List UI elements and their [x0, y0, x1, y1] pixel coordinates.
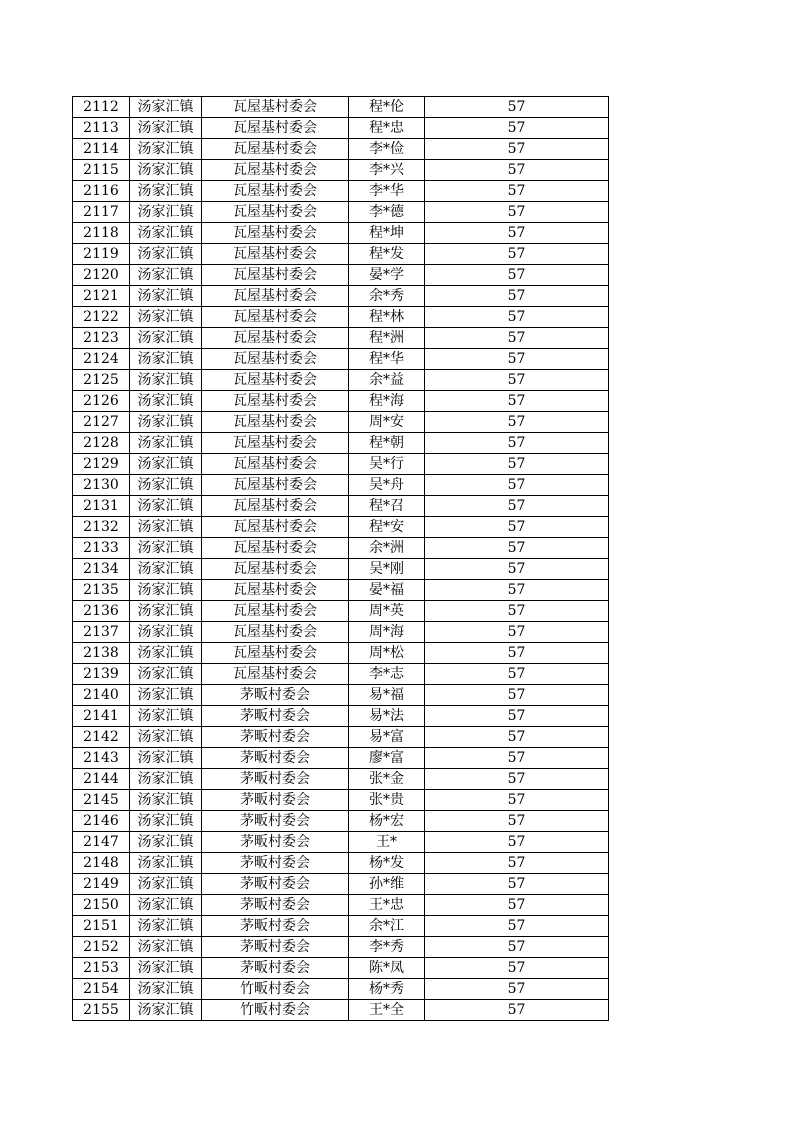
- amount-cell: 57: [425, 958, 609, 979]
- name-cell: 周*松: [349, 643, 425, 664]
- village-committee-cell: 瓦屋基村委会: [202, 580, 349, 601]
- table-row: [73, 118, 609, 139]
- amount-cell: 57: [425, 202, 609, 223]
- amount-cell: 57: [425, 328, 609, 349]
- table-row: [73, 580, 609, 601]
- table-row: [73, 244, 609, 265]
- name-cell: 周*安: [349, 412, 425, 433]
- name-cell: 吴*刚: [349, 559, 425, 580]
- table-row: [73, 349, 609, 370]
- name-cell: 程*忠: [349, 118, 425, 139]
- village-committee-cell: 瓦屋基村委会: [202, 412, 349, 433]
- amount-cell: 57: [425, 559, 609, 580]
- village-committee-cell: 茅畈村委会: [202, 811, 349, 832]
- name-cell: 程*安: [349, 517, 425, 538]
- table-row: [73, 811, 609, 832]
- table-row: [73, 496, 609, 517]
- name-cell: 王*: [349, 832, 425, 853]
- table-row: [73, 307, 609, 328]
- town-cell: 汤家汇镇: [130, 202, 202, 223]
- name-cell: 李*德: [349, 202, 425, 223]
- name-cell: 周*英: [349, 601, 425, 622]
- town-cell: 汤家汇镇: [130, 433, 202, 454]
- name-cell: 周*海: [349, 622, 425, 643]
- amount-cell: 57: [425, 853, 609, 874]
- village-committee-cell: 瓦屋基村委会: [202, 475, 349, 496]
- village-committee-cell: 茅畈村委会: [202, 769, 349, 790]
- amount-cell: 57: [425, 916, 609, 937]
- name-cell: 晏*学: [349, 265, 425, 286]
- table-row: [73, 601, 609, 622]
- village-committee-cell: 瓦屋基村委会: [202, 601, 349, 622]
- town-cell: 汤家汇镇: [130, 958, 202, 979]
- name-cell: 杨*发: [349, 853, 425, 874]
- amount-cell: 57: [425, 307, 609, 328]
- town-cell: 汤家汇镇: [130, 727, 202, 748]
- town-cell: 汤家汇镇: [130, 370, 202, 391]
- village-committee-cell: 瓦屋基村委会: [202, 664, 349, 685]
- row-number-cell: 2149: [73, 874, 130, 895]
- amount-cell: 57: [425, 496, 609, 517]
- village-committee-cell: 瓦屋基村委会: [202, 139, 349, 160]
- village-committee-cell: 瓦屋基村委会: [202, 391, 349, 412]
- table-row: [73, 874, 609, 895]
- amount-cell: 57: [425, 244, 609, 265]
- town-cell: 汤家汇镇: [130, 706, 202, 727]
- name-cell: 杨*秀: [349, 979, 425, 1000]
- name-cell: 李*志: [349, 664, 425, 685]
- row-number-cell: 2128: [73, 433, 130, 454]
- amount-cell: 57: [425, 622, 609, 643]
- village-committee-cell: 瓦屋基村委会: [202, 265, 349, 286]
- village-committee-cell: 瓦屋基村委会: [202, 349, 349, 370]
- village-committee-cell: 茅畈村委会: [202, 916, 349, 937]
- town-cell: 汤家汇镇: [130, 517, 202, 538]
- table-row: [73, 748, 609, 769]
- village-committee-cell: 瓦屋基村委会: [202, 307, 349, 328]
- town-cell: 汤家汇镇: [130, 97, 202, 118]
- table-row: [73, 412, 609, 433]
- name-cell: 吴*舟: [349, 475, 425, 496]
- town-cell: 汤家汇镇: [130, 286, 202, 307]
- town-cell: 汤家汇镇: [130, 391, 202, 412]
- row-number-cell: 2135: [73, 580, 130, 601]
- name-cell: 程*洲: [349, 328, 425, 349]
- name-cell: 晏*福: [349, 580, 425, 601]
- row-number-cell: 2134: [73, 559, 130, 580]
- amount-cell: 57: [425, 727, 609, 748]
- town-cell: 汤家汇镇: [130, 853, 202, 874]
- table-row: [73, 517, 609, 538]
- amount-cell: 57: [425, 370, 609, 391]
- amount-cell: 57: [425, 97, 609, 118]
- name-cell: 陈*凤: [349, 958, 425, 979]
- table-row: [73, 664, 609, 685]
- row-number-cell: 2112: [73, 97, 130, 118]
- amount-cell: 57: [425, 538, 609, 559]
- town-cell: 汤家汇镇: [130, 979, 202, 1000]
- village-committee-cell: 茅畈村委会: [202, 706, 349, 727]
- row-number-cell: 2150: [73, 895, 130, 916]
- row-number-cell: 2131: [73, 496, 130, 517]
- name-cell: 易*福: [349, 685, 425, 706]
- row-number-cell: 2141: [73, 706, 130, 727]
- table-row: [73, 727, 609, 748]
- row-number-cell: 2124: [73, 349, 130, 370]
- amount-cell: 57: [425, 664, 609, 685]
- village-committee-cell: 瓦屋基村委会: [202, 454, 349, 475]
- amount-cell: 57: [425, 790, 609, 811]
- table-row: [73, 538, 609, 559]
- amount-cell: 57: [425, 1000, 609, 1021]
- row-number-cell: 2129: [73, 454, 130, 475]
- amount-cell: 57: [425, 412, 609, 433]
- amount-cell: 57: [425, 895, 609, 916]
- village-committee-cell: 瓦屋基村委会: [202, 223, 349, 244]
- table-row: [73, 370, 609, 391]
- name-cell: 程*朝: [349, 433, 425, 454]
- amount-cell: 57: [425, 643, 609, 664]
- village-committee-cell: 竹畈村委会: [202, 979, 349, 1000]
- row-number-cell: 2151: [73, 916, 130, 937]
- name-cell: 程*发: [349, 244, 425, 265]
- name-cell: 王*忠: [349, 895, 425, 916]
- name-cell: 程*海: [349, 391, 425, 412]
- amount-cell: 57: [425, 811, 609, 832]
- amount-cell: 57: [425, 433, 609, 454]
- row-number-cell: 2119: [73, 244, 130, 265]
- village-committee-cell: 茅畈村委会: [202, 727, 349, 748]
- town-cell: 汤家汇镇: [130, 685, 202, 706]
- town-cell: 汤家汇镇: [130, 769, 202, 790]
- village-committee-cell: 茅畈村委会: [202, 790, 349, 811]
- village-committee-cell: 瓦屋基村委会: [202, 517, 349, 538]
- table-row: [73, 643, 609, 664]
- village-committee-cell: 瓦屋基村委会: [202, 643, 349, 664]
- row-number-cell: 2114: [73, 139, 130, 160]
- table-row: [73, 223, 609, 244]
- village-committee-cell: 瓦屋基村委会: [202, 622, 349, 643]
- name-cell: 程*召: [349, 496, 425, 517]
- town-cell: 汤家汇镇: [130, 643, 202, 664]
- amount-cell: 57: [425, 769, 609, 790]
- amount-cell: 57: [425, 265, 609, 286]
- table-row: [73, 706, 609, 727]
- row-number-cell: 2120: [73, 265, 130, 286]
- village-committee-cell: 瓦屋基村委会: [202, 202, 349, 223]
- table-row: [73, 916, 609, 937]
- village-committee-cell: 茅畈村委会: [202, 958, 349, 979]
- row-number-cell: 2118: [73, 223, 130, 244]
- amount-cell: 57: [425, 937, 609, 958]
- row-number-cell: 2127: [73, 412, 130, 433]
- row-number-cell: 2152: [73, 937, 130, 958]
- town-cell: 汤家汇镇: [130, 265, 202, 286]
- village-committee-cell: 瓦屋基村委会: [202, 328, 349, 349]
- row-number-cell: 2136: [73, 601, 130, 622]
- table-row: [73, 685, 609, 706]
- village-committee-cell: 茅畈村委会: [202, 685, 349, 706]
- town-cell: 汤家汇镇: [130, 790, 202, 811]
- amount-cell: 57: [425, 874, 609, 895]
- name-cell: 余*益: [349, 370, 425, 391]
- town-cell: 汤家汇镇: [130, 475, 202, 496]
- town-cell: 汤家汇镇: [130, 937, 202, 958]
- table-row: [73, 895, 609, 916]
- row-number-cell: 2146: [73, 811, 130, 832]
- table-row: [73, 97, 609, 118]
- row-number-cell: 2130: [73, 475, 130, 496]
- row-number-cell: 2122: [73, 307, 130, 328]
- town-cell: 汤家汇镇: [130, 580, 202, 601]
- name-cell: 李*秀: [349, 937, 425, 958]
- row-number-cell: 2132: [73, 517, 130, 538]
- row-number-cell: 2147: [73, 832, 130, 853]
- row-number-cell: 2115: [73, 160, 130, 181]
- table-body: [73, 97, 609, 1021]
- town-cell: 汤家汇镇: [130, 118, 202, 139]
- amount-cell: 57: [425, 706, 609, 727]
- town-cell: 汤家汇镇: [130, 223, 202, 244]
- town-cell: 汤家汇镇: [130, 601, 202, 622]
- village-committee-cell: 瓦屋基村委会: [202, 181, 349, 202]
- name-cell: 程*伦: [349, 97, 425, 118]
- town-cell: 汤家汇镇: [130, 181, 202, 202]
- town-cell: 汤家汇镇: [130, 748, 202, 769]
- village-committee-cell: 竹畈村委会: [202, 1000, 349, 1021]
- village-committee-cell: 瓦屋基村委会: [202, 286, 349, 307]
- town-cell: 汤家汇镇: [130, 622, 202, 643]
- amount-cell: 57: [425, 118, 609, 139]
- row-number-cell: 2138: [73, 643, 130, 664]
- village-committee-cell: 瓦屋基村委会: [202, 160, 349, 181]
- table-row: [73, 979, 609, 1000]
- town-cell: 汤家汇镇: [130, 538, 202, 559]
- table-row: [73, 433, 609, 454]
- table-row: [73, 937, 609, 958]
- table-row: [73, 622, 609, 643]
- table-row: [73, 181, 609, 202]
- village-committee-cell: 瓦屋基村委会: [202, 538, 349, 559]
- table-row: [73, 139, 609, 160]
- amount-cell: 57: [425, 139, 609, 160]
- name-cell: 程*华: [349, 349, 425, 370]
- table-row: [73, 559, 609, 580]
- row-number-cell: 2140: [73, 685, 130, 706]
- village-committee-cell: 瓦屋基村委会: [202, 118, 349, 139]
- village-committee-cell: 茅畈村委会: [202, 832, 349, 853]
- table-row: [73, 958, 609, 979]
- village-committee-cell: 瓦屋基村委会: [202, 496, 349, 517]
- town-cell: 汤家汇镇: [130, 139, 202, 160]
- village-committee-cell: 瓦屋基村委会: [202, 559, 349, 580]
- town-cell: 汤家汇镇: [130, 412, 202, 433]
- name-cell: 余*江: [349, 916, 425, 937]
- table-row: [73, 769, 609, 790]
- town-cell: 汤家汇镇: [130, 496, 202, 517]
- name-cell: 廖*富: [349, 748, 425, 769]
- village-committee-cell: 茅畈村委会: [202, 748, 349, 769]
- amount-cell: 57: [425, 391, 609, 412]
- amount-cell: 57: [425, 454, 609, 475]
- name-cell: 吴*行: [349, 454, 425, 475]
- town-cell: 汤家汇镇: [130, 244, 202, 265]
- row-number-cell: 2126: [73, 391, 130, 412]
- row-number-cell: 2125: [73, 370, 130, 391]
- name-cell: 张*贵: [349, 790, 425, 811]
- table-row: [73, 853, 609, 874]
- row-number-cell: 2142: [73, 727, 130, 748]
- row-number-cell: 2137: [73, 622, 130, 643]
- town-cell: 汤家汇镇: [130, 328, 202, 349]
- town-cell: 汤家汇镇: [130, 559, 202, 580]
- town-cell: 汤家汇镇: [130, 895, 202, 916]
- amount-cell: 57: [425, 223, 609, 244]
- amount-cell: 57: [425, 748, 609, 769]
- name-cell: 程*林: [349, 307, 425, 328]
- table-row: [73, 475, 609, 496]
- row-number-cell: 2143: [73, 748, 130, 769]
- village-committee-cell: 瓦屋基村委会: [202, 97, 349, 118]
- town-cell: 汤家汇镇: [130, 916, 202, 937]
- name-cell: 程*坤: [349, 223, 425, 244]
- row-number-cell: 2155: [73, 1000, 130, 1021]
- name-cell: 张*金: [349, 769, 425, 790]
- row-number-cell: 2123: [73, 328, 130, 349]
- row-number-cell: 2139: [73, 664, 130, 685]
- name-cell: 杨*宏: [349, 811, 425, 832]
- amount-cell: 57: [425, 286, 609, 307]
- town-cell: 汤家汇镇: [130, 454, 202, 475]
- village-committee-cell: 茅畈村委会: [202, 895, 349, 916]
- row-number-cell: 2133: [73, 538, 130, 559]
- table-row: [73, 328, 609, 349]
- table-row: [73, 202, 609, 223]
- row-number-cell: 2153: [73, 958, 130, 979]
- table-row: [73, 286, 609, 307]
- row-number-cell: 2148: [73, 853, 130, 874]
- data-table: [72, 96, 609, 1021]
- table-row: [73, 1000, 609, 1021]
- row-number-cell: 2116: [73, 181, 130, 202]
- town-cell: 汤家汇镇: [130, 160, 202, 181]
- amount-cell: 57: [425, 181, 609, 202]
- amount-cell: 57: [425, 832, 609, 853]
- name-cell: 王*全: [349, 1000, 425, 1021]
- village-committee-cell: 瓦屋基村委会: [202, 244, 349, 265]
- amount-cell: 57: [425, 517, 609, 538]
- row-number-cell: 2121: [73, 286, 130, 307]
- table-row: [73, 454, 609, 475]
- village-committee-cell: 茅畈村委会: [202, 874, 349, 895]
- name-cell: 易*法: [349, 706, 425, 727]
- village-committee-cell: 瓦屋基村委会: [202, 433, 349, 454]
- name-cell: 孙*维: [349, 874, 425, 895]
- name-cell: 李*俭: [349, 139, 425, 160]
- amount-cell: 57: [425, 160, 609, 181]
- town-cell: 汤家汇镇: [130, 874, 202, 895]
- village-committee-cell: 茅畈村委会: [202, 853, 349, 874]
- amount-cell: 57: [425, 685, 609, 706]
- name-cell: 余*洲: [349, 538, 425, 559]
- name-cell: 易*富: [349, 727, 425, 748]
- row-number-cell: 2145: [73, 790, 130, 811]
- name-cell: 李*华: [349, 181, 425, 202]
- row-number-cell: 2144: [73, 769, 130, 790]
- village-committee-cell: 茅畈村委会: [202, 937, 349, 958]
- amount-cell: 57: [425, 601, 609, 622]
- name-cell: 余*秀: [349, 286, 425, 307]
- table-row: [73, 265, 609, 286]
- amount-cell: 57: [425, 979, 609, 1000]
- table-row: [73, 391, 609, 412]
- town-cell: 汤家汇镇: [130, 832, 202, 853]
- town-cell: 汤家汇镇: [130, 307, 202, 328]
- town-cell: 汤家汇镇: [130, 1000, 202, 1021]
- row-number-cell: 2113: [73, 118, 130, 139]
- amount-cell: 57: [425, 580, 609, 601]
- table-row: [73, 832, 609, 853]
- row-number-cell: 2117: [73, 202, 130, 223]
- row-number-cell: 2154: [73, 979, 130, 1000]
- amount-cell: 57: [425, 349, 609, 370]
- town-cell: 汤家汇镇: [130, 664, 202, 685]
- town-cell: 汤家汇镇: [130, 349, 202, 370]
- table-row: [73, 160, 609, 181]
- name-cell: 李*兴: [349, 160, 425, 181]
- amount-cell: 57: [425, 475, 609, 496]
- table-row: [73, 790, 609, 811]
- village-committee-cell: 瓦屋基村委会: [202, 370, 349, 391]
- town-cell: 汤家汇镇: [130, 811, 202, 832]
